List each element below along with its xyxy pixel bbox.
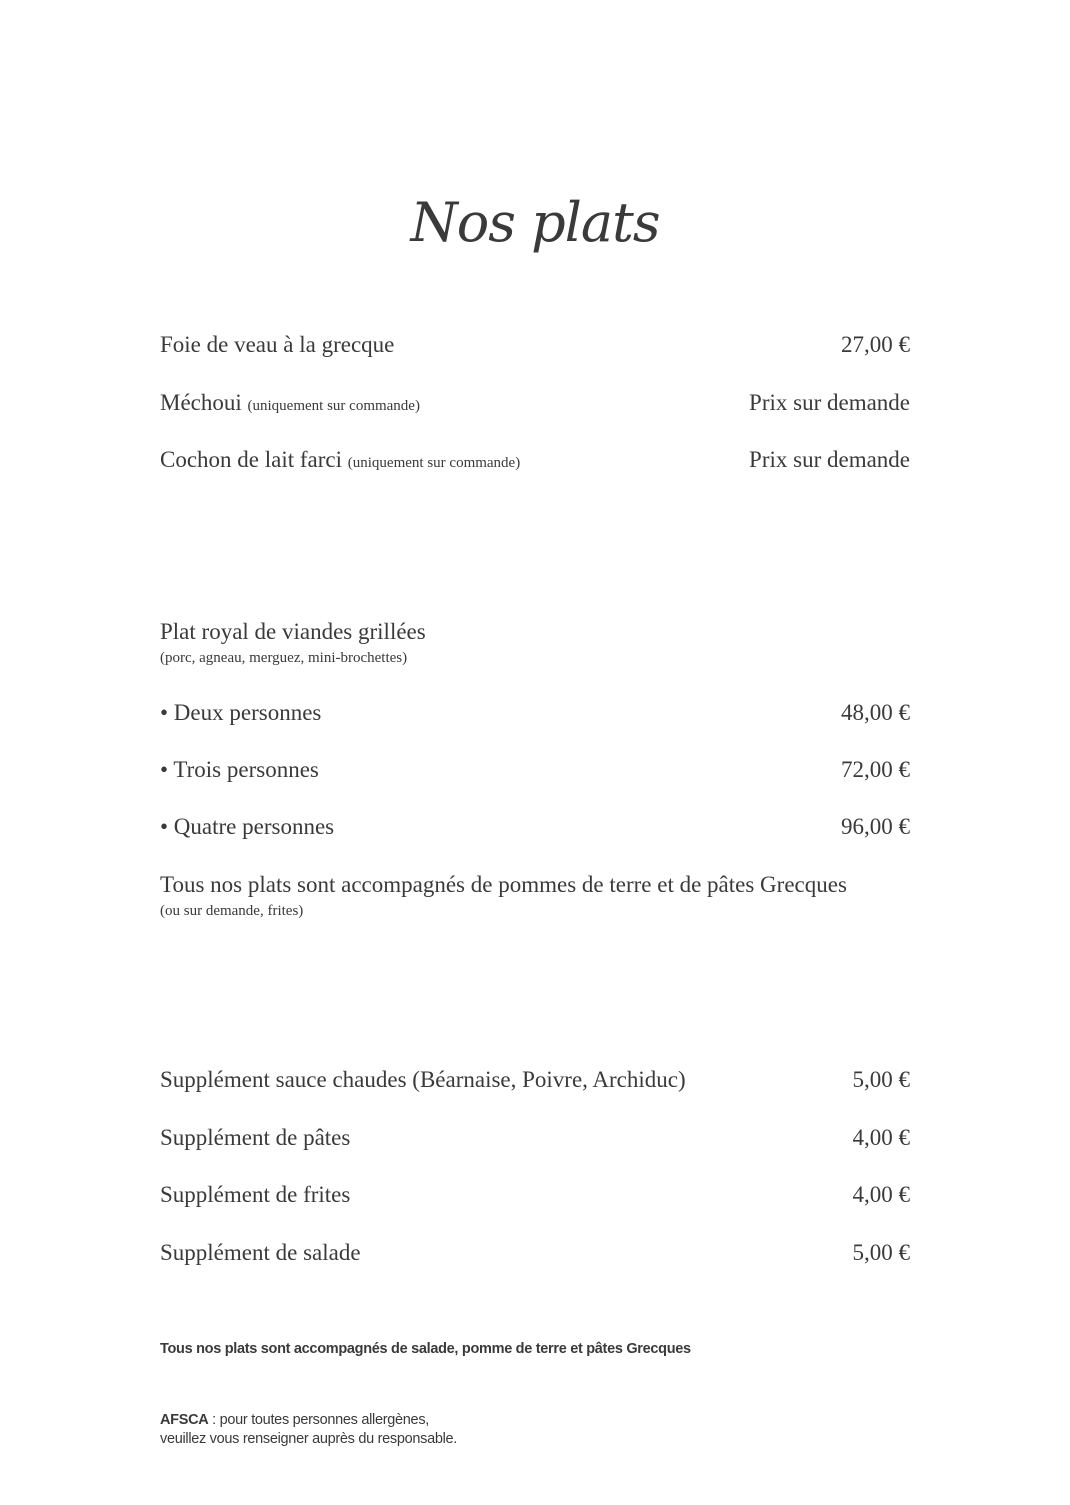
menu-item-foie-de-veau [160,330,910,360]
menu-item-note: (uniquement sur commande) [247,398,420,414]
menu-item-name: Supplément sauce chaudes (Béarnaise, Poivre, Archiduc) [160,1067,686,1092]
menu-item-trois-personnes [160,755,910,785]
menu-item-price: 48,00 € [841,700,910,725]
menu-item-name: Méchoui (uniquement sur commande) [160,390,420,415]
afsca-label: AFSCA [160,1412,209,1428]
menu-item-name: Supplément de salade [160,1240,361,1265]
menu-item-name: • Deux personnes [160,700,322,725]
menu-item-name: Supplément de frites [160,1182,351,1207]
menu-item-supplement-salade [160,1238,910,1268]
menu-item-supplement-frites [160,1180,910,1210]
section-subheading: (porc, agneau, merguez, mini-brochettes) [160,650,408,666]
accompaniment-text: Tous nos plats sont accompagnés de pommes de terre et de pâtes Grecques [160,872,847,897]
afsca-notice [160,1411,457,1449]
menu-item-name: Foie de veau à la grecque [160,332,395,357]
accompaniment-note: (ou sur demande, frites) [160,903,304,919]
footer-accompaniment-note: Tous nos plats sont accompagnés de salade, pomme de terre et pâtes Grecques [160,1341,691,1357]
menu-item-price: Prix sur demande [749,447,910,472]
menu-item-price: 4,00 € [852,1125,910,1150]
menu-item-price: Prix sur demande [749,390,910,415]
menu-item-supplement-pates [160,1123,910,1153]
menu-item-price: 27,00 € [841,332,910,357]
menu-item-deux-personnes [160,698,910,728]
menu-item-cochon-de-lait [160,445,910,478]
page-title: Nos plats [410,191,660,254]
afsca-line1: : pour toutes personnes allergènes, [208,1412,429,1428]
menu-item-name: Cochon de lait farci (uniquement sur commande) [160,447,521,472]
menu-item-price: 72,00 € [841,757,910,782]
menu-item-price: 4,00 € [852,1182,910,1207]
menu-item-name: Supplément de pâtes [160,1125,351,1150]
menu-item-name: • Quatre personnes [160,814,335,839]
menu-item-name: • Trois personnes [160,757,319,782]
menu-item-supplement-sauce [160,1065,910,1095]
menu-item-price: 5,00 € [852,1067,910,1092]
menu-item-price: 96,00 € [841,814,910,839]
menu-item-price: 5,00 € [852,1240,910,1265]
section-heading-plat-royal: Plat royal de viandes grillées [160,619,426,644]
menu-item-mechoui [160,388,910,421]
afsca-line2: veuillez vous renseigner auprès du responsable. [160,1431,458,1447]
menu-item-quatre-personnes [160,812,910,842]
menu-item-note: (uniquement sur commande) [347,455,521,471]
